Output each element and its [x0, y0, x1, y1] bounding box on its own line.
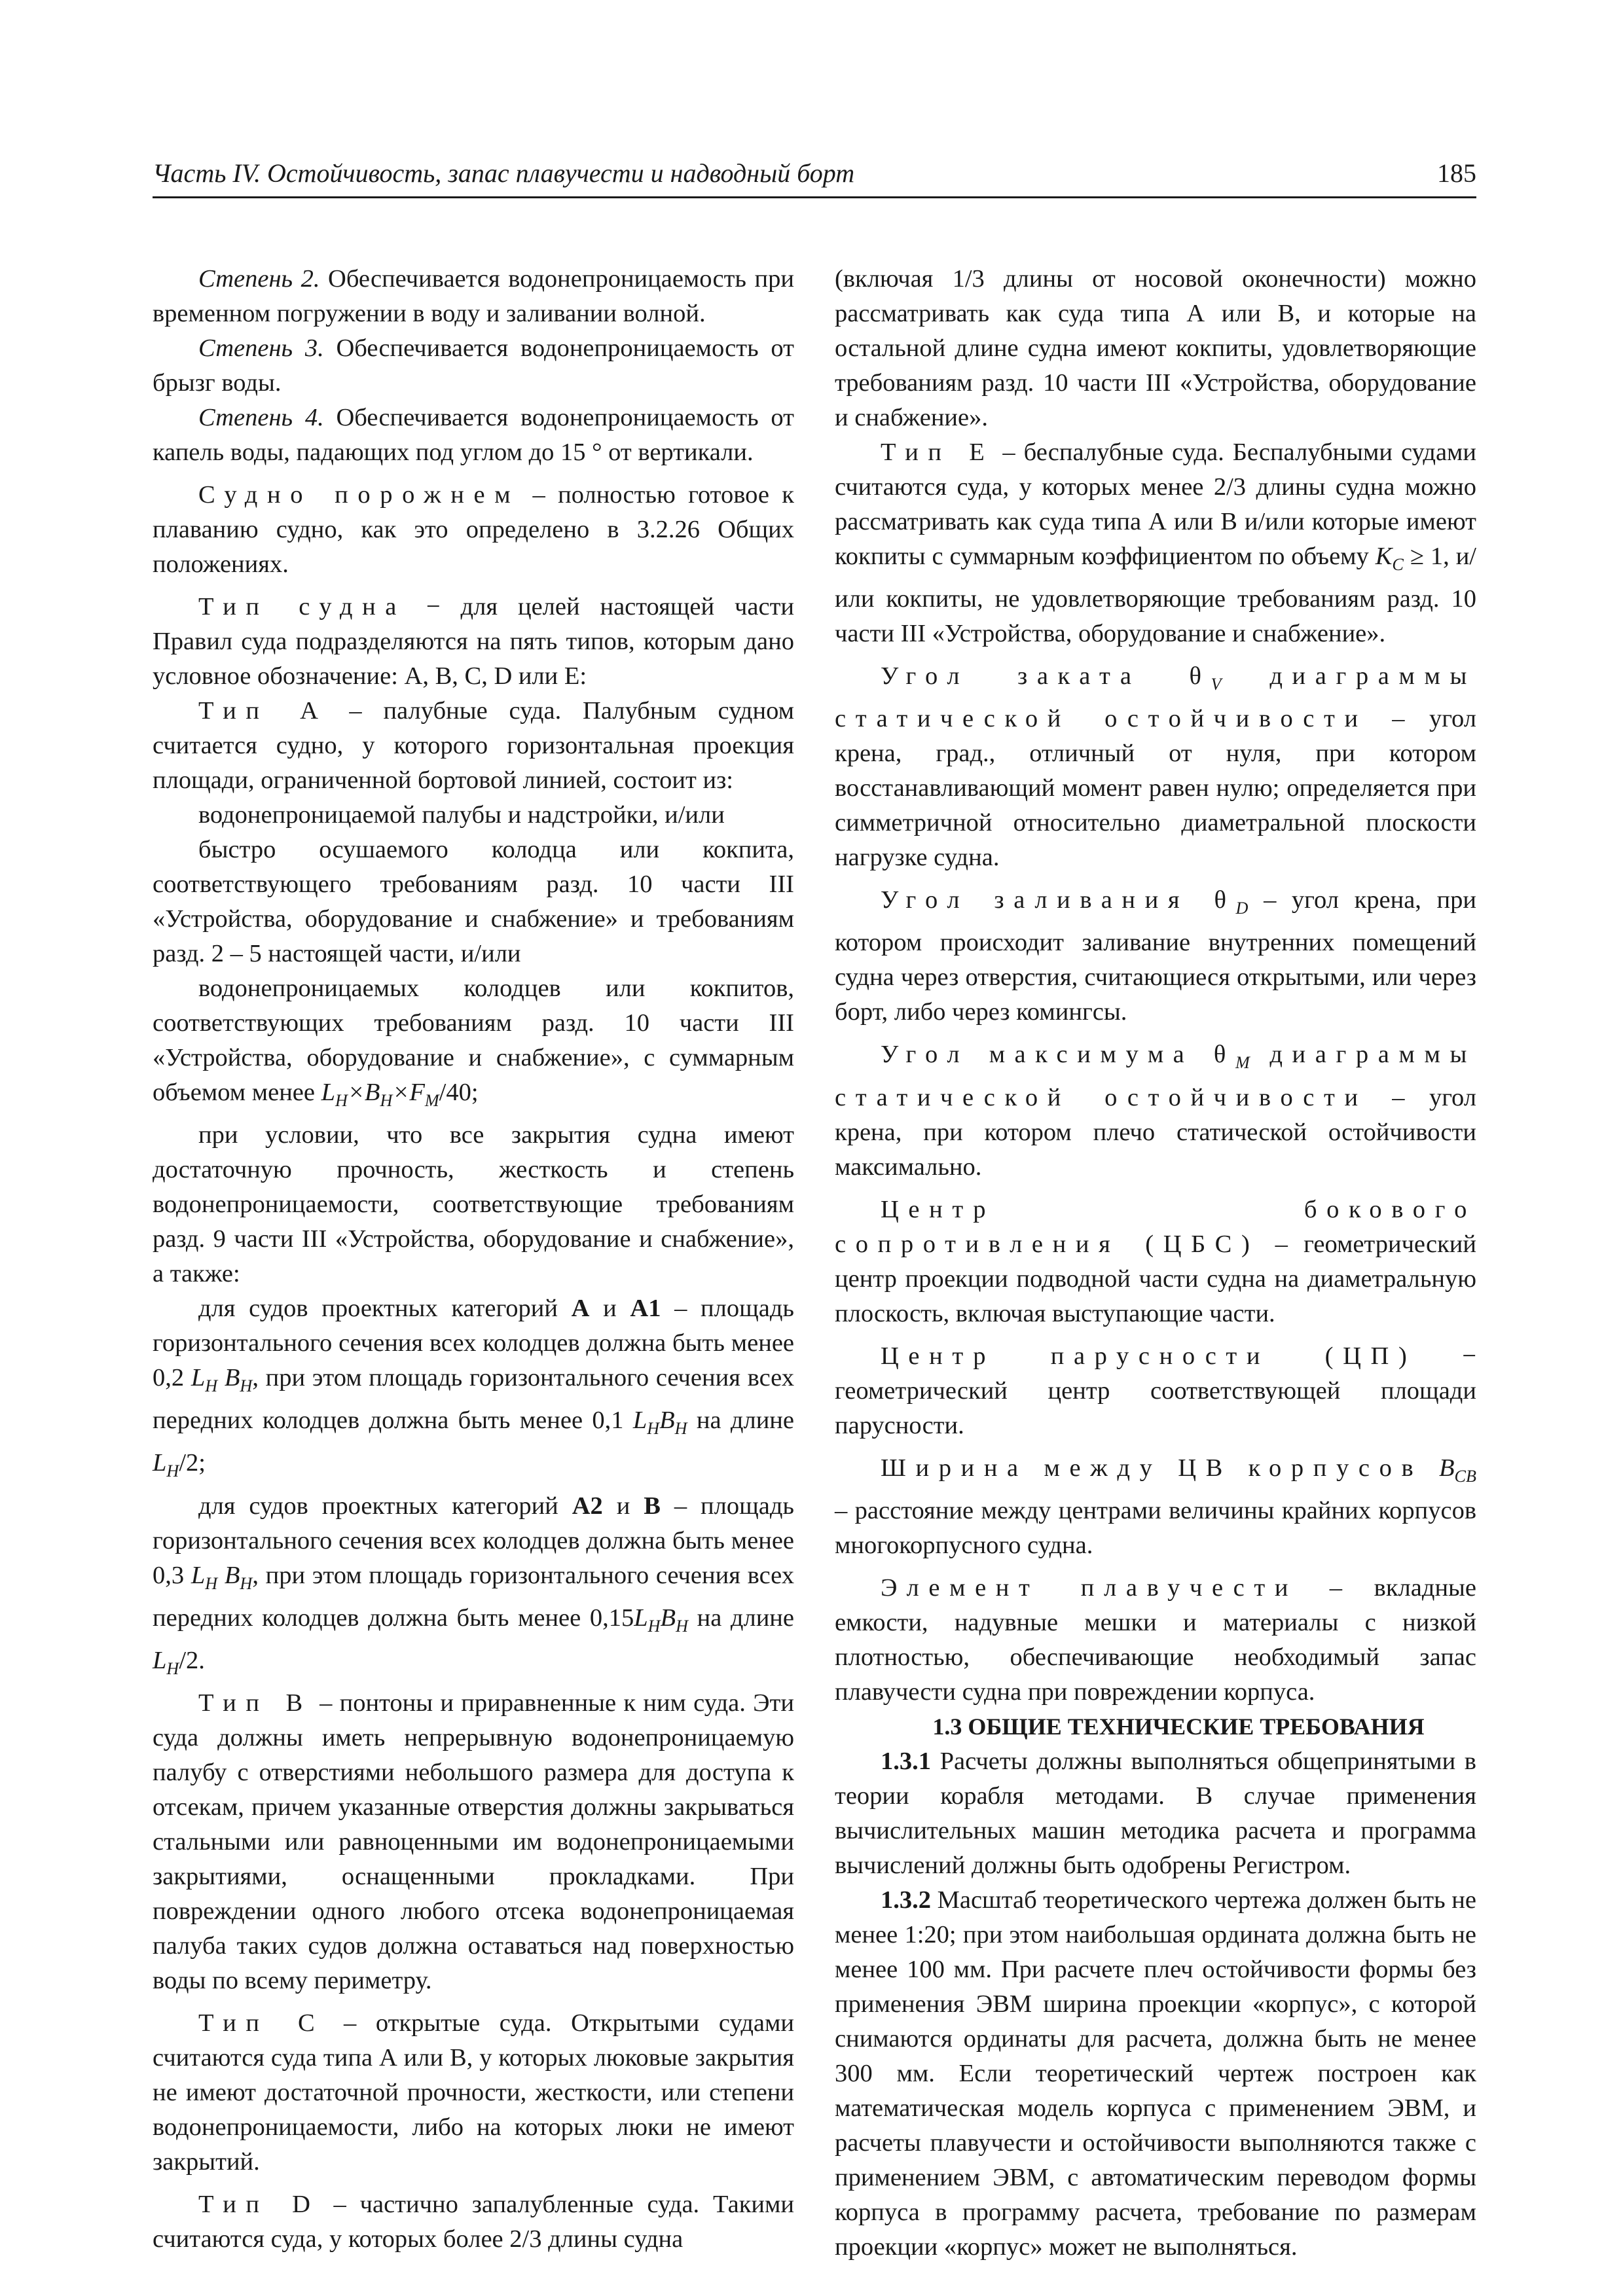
formula: L: [153, 1646, 167, 1674]
list-item: при условии, что все закрытия судна имеют достаточную прочность, жесткость и степень водонепроницаемости, соответствующие требованиям разд. 9 части III «Устройства, оборудование и снабжение», а также:: [153, 1121, 794, 1288]
running-title: Часть IV. Остойчивость, запас плавучести и надводный борт: [153, 158, 855, 188]
text: – вкладные емкости, надувные мешки и материалы с низкой плотностью, обеспечивающие необходимый запас плавучести судна при повреждении корпуса.: [835, 1573, 1476, 1706]
paragraph-tip-e: [835, 435, 1476, 651]
formula: L: [191, 1364, 206, 1392]
text: – частично запалубленные суда. Такими считаются суда, у которых более 2/3 длины судна: [153, 2191, 794, 2253]
term: Угол заливания θ: [881, 886, 1236, 914]
subscript: H: [205, 1573, 218, 1593]
paragraph-ugol-zakata: [835, 659, 1476, 875]
category: А1: [630, 1295, 661, 1323]
paragraph-tip-d: [153, 2187, 794, 2257]
term: Ширина между ЦВ корпусов: [881, 1454, 1440, 1482]
formula: B: [217, 1561, 240, 1589]
term: Тип D: [198, 2191, 320, 2219]
formula: L: [191, 1561, 206, 1589]
subscript: CB: [1454, 1466, 1476, 1486]
term: Тип Е: [881, 439, 994, 466]
subscript: V: [1211, 675, 1222, 694]
text: на длине: [687, 1604, 794, 1632]
list-item: водонепроницаемой палубы и надстройки, и/или: [198, 801, 725, 829]
category: А2: [572, 1492, 603, 1520]
subscript: C: [1392, 555, 1404, 575]
formula: B: [217, 1364, 240, 1392]
term: Центр бокового сопротивления (ЦБС): [835, 1195, 1476, 1258]
term: Степень 3.: [198, 334, 324, 362]
text: /40;: [439, 1079, 479, 1106]
paragraph-tip-c: [153, 2006, 794, 2179]
text: Расчеты должны выполняться общепринятыми в теории корабля методами. В случае применения вычислительных машин методика расчета и программа вычислений должны быть одобрены Регистром.: [835, 1747, 1476, 1879]
list-item: [153, 1489, 794, 1686]
paragraph-cp: [835, 1339, 1476, 1443]
paragraph-tip-b: [153, 1686, 794, 1998]
subscript: H: [676, 1616, 688, 1636]
formula: L: [153, 1449, 167, 1477]
formula: ×B: [347, 1079, 380, 1106]
term: Тип В: [198, 1689, 312, 1717]
list-item: [153, 1291, 794, 1488]
subscript: H: [674, 1419, 687, 1439]
text: /2.: [179, 1646, 205, 1674]
subscript: H: [205, 1376, 218, 1396]
term: диаграммы статической остойчивости: [835, 662, 1477, 733]
subscript: M: [424, 1091, 439, 1111]
paragraph-ugol-zalivaniya: [835, 883, 1476, 1030]
paragraph-ugol-maksimuma: [835, 1037, 1476, 1184]
text: Обеспечивается водонепроницаемость от брызг воды.: [153, 334, 794, 397]
subscript: H: [380, 1091, 393, 1111]
text: − геометрический центр соответствующей площади парусности.: [835, 1342, 1476, 1439]
formula: L: [321, 1079, 336, 1106]
text: Обеспечивается водонепроницаемость при временном погружении в воду и заливании волной.: [153, 265, 794, 327]
text: – понтоны и приравненные к ним суда. Эти суда должны иметь непрерывную водонепроницаемую палубу с отверстиями небольшого размера для доступа к отсекам, причем указанные отверстия должны закрываться стальными или равноценными им водонепроницаемыми закрытиями, оснащенными прокладками. При повреждении одного любого отсека водонепроницаемая палуба таких судов должна оставаться над поверхностью воды по всему периметру.: [153, 1689, 794, 1995]
text: водонепроницаемых колодцев или кокпитов, соответствующих требованиям разд. 10 части III «Устройства, оборудование и снабжение», с суммарным объемом менее: [153, 975, 794, 1106]
formula: L: [632, 1407, 647, 1435]
paragraph-degree-3: [153, 331, 794, 401]
text: – беспалубные суда. Беспалубными судами считаются суда, у которых менее 2/3 длины судна можно рассматривать как суда типа А или В и/или которые имеют кокпиты с суммарным коэффициентом по объему: [835, 439, 1477, 570]
page-number: 185: [1437, 158, 1476, 188]
text: , при этом площадь горизонтального сечения всех передних колодцев должна быть менее 0,15: [153, 1561, 794, 1632]
text: , при этом площадь горизонтального сечения всех передних колодцев должна быть менее 0,1: [153, 1364, 794, 1435]
term: Степень 2.: [198, 265, 320, 293]
paragraph-tip-sudna: [153, 590, 794, 694]
text: – полностью готовое к плаванию судно, как это определено в 3.2.26 Общих положениях.: [153, 481, 794, 578]
right-column: [835, 262, 1476, 2265]
formula: ×F: [392, 1079, 425, 1106]
term: Степень 4.: [198, 404, 324, 431]
text: – угол крена, при котором плечо статической остойчивости максимально.: [835, 1083, 1476, 1181]
subscript: H: [647, 1616, 661, 1636]
paragraph-degree-4: [153, 401, 794, 470]
subscript: H: [647, 1419, 660, 1439]
term: Тип А: [198, 697, 328, 725]
subscript: H: [240, 1573, 253, 1593]
paragraph-1-3-2: [835, 1883, 1476, 2265]
paragraph-sudno-porozhnem: [153, 478, 794, 582]
list-item: быстро осушаемого колодца или кокпита, соответствующего требованиям разд. 10 части III «Устройства, оборудование и снабжение» и требованиям разд. 2 – 5 настоящей части, и/или: [153, 836, 794, 967]
term: Тип С: [198, 2009, 325, 2037]
formula: L: [634, 1604, 648, 1632]
category: А: [571, 1295, 590, 1323]
term: Угол заката θ: [881, 662, 1211, 691]
formula: B: [659, 1407, 675, 1435]
term: Элемент плавучести: [881, 1573, 1298, 1602]
text: на длине: [687, 1407, 794, 1435]
subscript: H: [240, 1376, 253, 1396]
text: и: [589, 1295, 630, 1323]
paragraph-cbs: [835, 1193, 1476, 1331]
subscript: M: [1235, 1053, 1250, 1073]
text: – угол крена, град., отличный от нуля, при котором восстанавливающий момент равен нулю; определяется при симметричной относительно диаметральной плоскости нагрузке судна.: [835, 705, 1476, 872]
clause-number: 1.3.2: [881, 1886, 931, 1914]
term: Центр парусности (ЦП): [881, 1342, 1417, 1370]
formula: K: [1375, 543, 1393, 570]
list-item: [153, 971, 794, 1118]
paragraph-element-plavuchesti: [835, 1571, 1476, 1710]
subscript: H: [166, 1462, 179, 1481]
subscript: H: [335, 1091, 348, 1111]
formula: B: [660, 1604, 676, 1632]
paragraph-tip-a: [153, 694, 794, 798]
paragraph-degree-2: [153, 262, 794, 331]
formula: B: [1439, 1454, 1455, 1482]
page-header: [153, 157, 1476, 198]
text: /2;: [179, 1449, 206, 1477]
text: Масштаб теоретического чертежа должен быть не менее 1:20; при этом наибольшая ордината должна быть не менее 100 мм. При расчете плеч остойчивости формы без применения ЭВМ ширина проекции «корпус», с которой снимаются ординаты для расчета, должна быть не менее 300 мм. Если теоретический чертеж построен как математическая модель корпуса с применением ЭВМ, и расчеты плавучести и остойчивости выполняются также с применением ЭВМ, с автоматическим переводом формы корпуса в программу расчета, требование по размерам проекции «корпус» может не выполняться.: [835, 1886, 1476, 2261]
term: диаграммы статической остойчивости: [835, 1041, 1476, 1111]
paragraph-continuation: (включая 1/3 длины от носовой оконечности) можно рассматривать как суда типа А или В, и которые на остальной длине судна имеют кокпиты, удовлетворяющие требованиям разд. 10 части III «Устройства, оборудование и снабжение».: [835, 265, 1476, 431]
text: и: [602, 1492, 644, 1520]
text: ≥ 1, и/или кокпиты, не удовлетворяющие требованиям разд. 10 части III «Устройства, оборудование и снабжение».: [835, 543, 1476, 648]
text: Обеспечивается водонепроницаемость от капель воды, падающих под углом до 15 ° от вертикали.: [153, 404, 794, 466]
term: Тип судна: [198, 593, 407, 620]
subscript: D: [1235, 899, 1249, 918]
text: для судов проектных категорий: [198, 1492, 572, 1520]
term: Судно порожнем: [198, 481, 520, 509]
clause-number: 1.3.1: [881, 1747, 931, 1775]
text: – угол крена, при котором происходит заливание внутренних помещений судна через отверстия, считающиеся открытыми, или через борт, либо через комингсы.: [835, 886, 1477, 1026]
text: − для целей настоящей части Правил суда подразделяются на пять типов, которым дано условное обозначение: А, В, С, D или Е:: [153, 593, 794, 690]
category: В: [644, 1492, 661, 1520]
paragraph-shirina: [835, 1451, 1476, 1563]
left-column: [153, 262, 794, 2257]
text: – геометрический центр проекции подводной части судна на диаметральную плоскость, включая выступающие части.: [835, 1230, 1476, 1327]
text: – открытые суда. Открытыми судами считаются суда типа А или В, у которых люковые закрытия не имеют достаточной прочности, жесткости, или степени водонепроницаемости, либо на которых люки не имеют закрытий.: [153, 2009, 794, 2176]
term: Угол максимума θ: [881, 1041, 1235, 1069]
text: – палубные суда. Палубным судном считается судно, у которого горизонтальная проекция площади, ограниченной бортовой линией, состоит из:: [153, 697, 794, 794]
text: – расстояние между центрами величины крайних корпусов многокорпусного судна.: [835, 1496, 1476, 1559]
section-heading: 1.3 ОБЩИЕ ТЕХНИЧЕСКИЕ ТРЕБОВАНИЯ: [932, 1713, 1425, 1740]
subscript: H: [166, 1659, 179, 1679]
text: – площадь горизонтального сечения всех колодцев должна быть менее 0,2: [153, 1295, 794, 1392]
text: для судов проектных категорий: [198, 1295, 572, 1323]
text: – площадь горизонтального сечения всех колодцев должна быть менее 0,3: [153, 1492, 794, 1589]
paragraph-1-3-1: [835, 1744, 1476, 1883]
